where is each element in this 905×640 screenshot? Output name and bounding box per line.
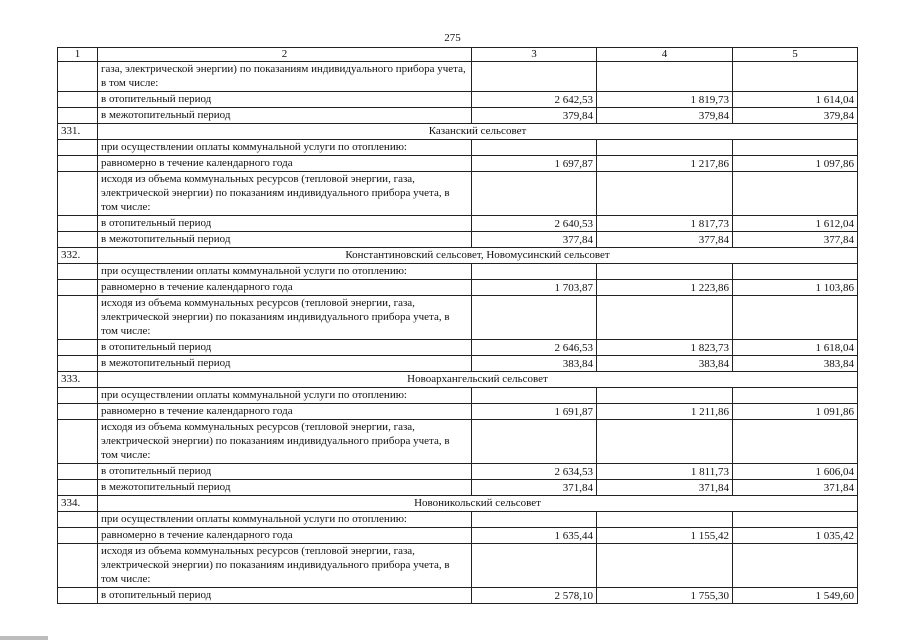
index-cell <box>58 62 98 92</box>
value-col4: 1 823,73 <box>597 340 733 356</box>
description-cell: равномерно в течение календарного года <box>98 404 472 420</box>
value-col4: 379,84 <box>597 108 733 124</box>
index-cell <box>58 528 98 544</box>
section-title: Константиновский сельсовет, Новомусинский сельсовет <box>98 248 858 264</box>
section-index: 334. <box>58 496 98 512</box>
value-cell <box>733 544 858 588</box>
value-cell <box>733 296 858 340</box>
value-row <box>58 528 858 544</box>
description-cell: исходя из объема коммунальных ресурсов (тепловой энергии, газа, электрической энергии) по показаниям индивидуального прибора учета, в том числе: <box>98 420 472 464</box>
value-cell <box>472 172 597 216</box>
description-row <box>58 420 858 464</box>
section-row <box>58 248 858 264</box>
value-col4: 371,84 <box>597 480 733 496</box>
value-col5: 1 614,04 <box>733 92 858 108</box>
value-col5: 383,84 <box>733 356 858 372</box>
description-cell: исходя из объема коммунальных ресурсов (тепловой энергии, газа, электрической энергии) по показаниям индивидуального прибора учета, в том числе: <box>98 172 472 216</box>
value-cell <box>597 544 733 588</box>
value-cell <box>472 264 597 280</box>
value-cell <box>597 264 733 280</box>
description-cell: в межотопительный период <box>98 108 472 124</box>
value-cell <box>472 296 597 340</box>
value-col5: 1 612,04 <box>733 216 858 232</box>
scan-edge-mark <box>0 636 48 640</box>
index-cell <box>58 296 98 340</box>
value-row <box>58 588 858 604</box>
value-cell <box>597 512 733 528</box>
description-row <box>58 62 858 92</box>
value-cell <box>733 264 858 280</box>
value-col4: 383,84 <box>597 356 733 372</box>
value-row <box>58 216 858 232</box>
description-row <box>58 296 858 340</box>
description-cell: в межотопительный период <box>98 356 472 372</box>
section-row <box>58 372 858 388</box>
section-row <box>58 124 858 140</box>
value-cell <box>472 388 597 404</box>
value-row <box>58 464 858 480</box>
value-col3: 377,84 <box>472 232 597 248</box>
index-cell <box>58 512 98 528</box>
value-col3: 2 634,53 <box>472 464 597 480</box>
value-col3: 2 642,53 <box>472 92 597 108</box>
description-cell: в межотопительный период <box>98 480 472 496</box>
value-col3: 1 703,87 <box>472 280 597 296</box>
value-col4: 1 755,30 <box>597 588 733 604</box>
column-header: 1 <box>58 48 98 62</box>
value-row <box>58 480 858 496</box>
index-cell <box>58 340 98 356</box>
description-cell: газа, электрической энергии) по показаниям индивидуального прибора учета, в том числе: <box>98 62 472 92</box>
value-cell <box>733 140 858 156</box>
column-header: 2 <box>98 48 472 62</box>
value-col3: 1 635,44 <box>472 528 597 544</box>
description-cell: равномерно в течение календарного года <box>98 280 472 296</box>
index-cell <box>58 216 98 232</box>
value-row <box>58 356 858 372</box>
value-row <box>58 108 858 124</box>
value-col3: 1 697,87 <box>472 156 597 172</box>
index-cell <box>58 420 98 464</box>
value-col4: 1 211,86 <box>597 404 733 420</box>
index-cell <box>58 464 98 480</box>
value-col5: 1 035,42 <box>733 528 858 544</box>
value-col4: 1 819,73 <box>597 92 733 108</box>
section-title: Новоникольский сельсовет <box>98 496 858 512</box>
value-col3: 379,84 <box>472 108 597 124</box>
value-col4: 1 223,86 <box>597 280 733 296</box>
column-header-row <box>58 48 858 62</box>
description-row <box>58 264 858 280</box>
index-cell <box>58 92 98 108</box>
section-title: Новоархангельский сельсовет <box>98 372 858 388</box>
description-cell: равномерно в течение календарного года <box>98 156 472 172</box>
description-row <box>58 512 858 528</box>
description-cell: равномерно в течение календарного года <box>98 528 472 544</box>
index-cell <box>58 140 98 156</box>
value-cell <box>597 296 733 340</box>
value-row <box>58 232 858 248</box>
value-cell <box>597 172 733 216</box>
description-cell: в отопительный период <box>98 216 472 232</box>
description-cell: при осуществлении оплаты коммунальной услуги по отоплению: <box>98 388 472 404</box>
value-col5: 371,84 <box>733 480 858 496</box>
value-col5: 1 549,60 <box>733 588 858 604</box>
section-index: 332. <box>58 248 98 264</box>
value-cell <box>472 140 597 156</box>
value-col5: 1 103,86 <box>733 280 858 296</box>
section-index: 333. <box>58 372 98 388</box>
index-cell <box>58 280 98 296</box>
index-cell <box>58 232 98 248</box>
index-cell <box>58 156 98 172</box>
index-cell <box>58 108 98 124</box>
value-col3: 1 691,87 <box>472 404 597 420</box>
description-cell: при осуществлении оплаты коммунальной услуги по отоплению: <box>98 512 472 528</box>
value-cell <box>472 544 597 588</box>
index-cell <box>58 388 98 404</box>
index-cell <box>58 404 98 420</box>
section-title: Казанский сельсовет <box>98 124 858 140</box>
value-col3: 2 640,53 <box>472 216 597 232</box>
index-cell <box>58 588 98 604</box>
value-col3: 2 646,53 <box>472 340 597 356</box>
value-col5: 1 618,04 <box>733 340 858 356</box>
value-row <box>58 340 858 356</box>
index-cell <box>58 544 98 588</box>
value-cell <box>472 62 597 92</box>
index-cell <box>58 480 98 496</box>
value-col3: 371,84 <box>472 480 597 496</box>
value-col5: 1 606,04 <box>733 464 858 480</box>
value-row <box>58 404 858 420</box>
value-col4: 1 817,73 <box>597 216 733 232</box>
value-cell <box>597 62 733 92</box>
value-col4: 1 155,42 <box>597 528 733 544</box>
description-cell: в межотопительный период <box>98 232 472 248</box>
value-col5: 379,84 <box>733 108 858 124</box>
value-cell <box>472 420 597 464</box>
description-cell: в отопительный период <box>98 92 472 108</box>
value-col5: 1 097,86 <box>733 156 858 172</box>
section-row <box>58 496 858 512</box>
page-number: 275 <box>444 32 461 44</box>
value-cell <box>733 388 858 404</box>
description-row <box>58 544 858 588</box>
value-col5: 1 091,86 <box>733 404 858 420</box>
description-cell: исходя из объема коммунальных ресурсов (тепловой энергии, газа, электрической энергии) по показаниям индивидуального прибора учета, в том числе: <box>98 296 472 340</box>
index-cell <box>58 356 98 372</box>
value-cell <box>733 172 858 216</box>
value-cell <box>733 512 858 528</box>
value-cell <box>472 512 597 528</box>
description-row <box>58 388 858 404</box>
description-cell: в отопительный период <box>98 464 472 480</box>
value-cell <box>597 388 733 404</box>
description-cell: в отопительный период <box>98 588 472 604</box>
column-header: 3 <box>472 48 597 62</box>
value-col3: 2 578,10 <box>472 588 597 604</box>
description-cell: в отопительный период <box>98 340 472 356</box>
index-cell <box>58 264 98 280</box>
value-col4: 377,84 <box>597 232 733 248</box>
value-col4: 1 217,86 <box>597 156 733 172</box>
value-cell <box>733 420 858 464</box>
value-col5: 377,84 <box>733 232 858 248</box>
description-row <box>58 172 858 216</box>
column-header: 5 <box>733 48 858 62</box>
value-cell <box>733 62 858 92</box>
value-row <box>58 156 858 172</box>
value-col3: 383,84 <box>472 356 597 372</box>
value-cell <box>597 140 733 156</box>
description-cell: исходя из объема коммунальных ресурсов (тепловой энергии, газа, электрической энергии) по показаниям индивидуального прибора учета, в том числе: <box>98 544 472 588</box>
index-cell <box>58 172 98 216</box>
description-cell: при осуществлении оплаты коммунальной услуги по отоплению: <box>98 140 472 156</box>
value-cell <box>597 420 733 464</box>
value-row <box>58 280 858 296</box>
description-row <box>58 140 858 156</box>
section-index: 331. <box>58 124 98 140</box>
description-cell: при осуществлении оплаты коммунальной услуги по отоплению: <box>98 264 472 280</box>
value-row <box>58 92 858 108</box>
column-header: 4 <box>597 48 733 62</box>
tariff-table <box>57 47 858 604</box>
value-col4: 1 811,73 <box>597 464 733 480</box>
